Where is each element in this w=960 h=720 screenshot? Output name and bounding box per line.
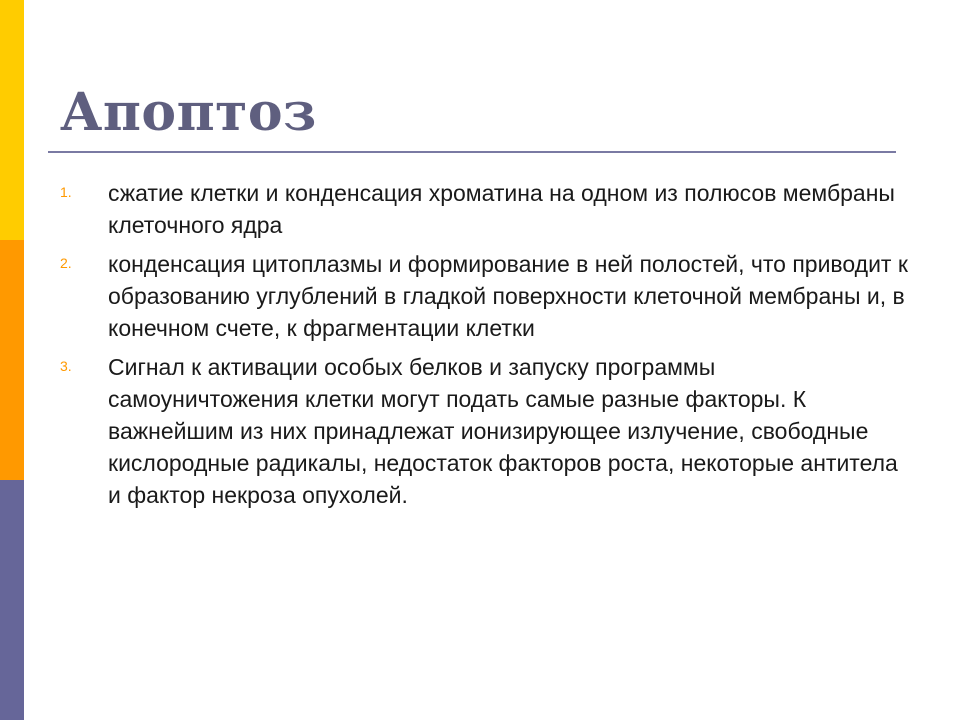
list-item-number: 2. — [60, 255, 72, 271]
list-item — [60, 248, 910, 344]
accent-bar-yellow — [0, 0, 24, 240]
numbered-list — [60, 177, 910, 518]
slide-title: Апоптоз — [60, 82, 317, 143]
accent-bar-orange — [0, 240, 24, 480]
title-divider — [48, 151, 896, 153]
list-item-text: Сигнал к активации особых белков и запуску программы самоуничтожения клетки могут подать самые разные факторы. К важнейшим из них принадлежат ионизирующее излучение, свободные кислородные радикалы, недостаток факторов роста, некоторые антитела и фактор некроза опухолей. — [108, 354, 898, 508]
list-item — [60, 351, 910, 511]
list-item-number: 1. — [60, 184, 72, 200]
list-item-text: сжатие клетки и конденсация хроматина на одном из полюсов мембраны клеточного ядра — [108, 180, 895, 238]
list-item — [60, 177, 910, 241]
accent-bar-purple — [0, 480, 24, 720]
list-item-number: 3. — [60, 358, 72, 374]
list-item-text: конденсация цитоплазмы и формирование в ней полостей, что приводит к образованию углублений в гладкой поверхности клеточной мембраны и, в конечном счете, к фрагментации клетки — [108, 251, 908, 341]
